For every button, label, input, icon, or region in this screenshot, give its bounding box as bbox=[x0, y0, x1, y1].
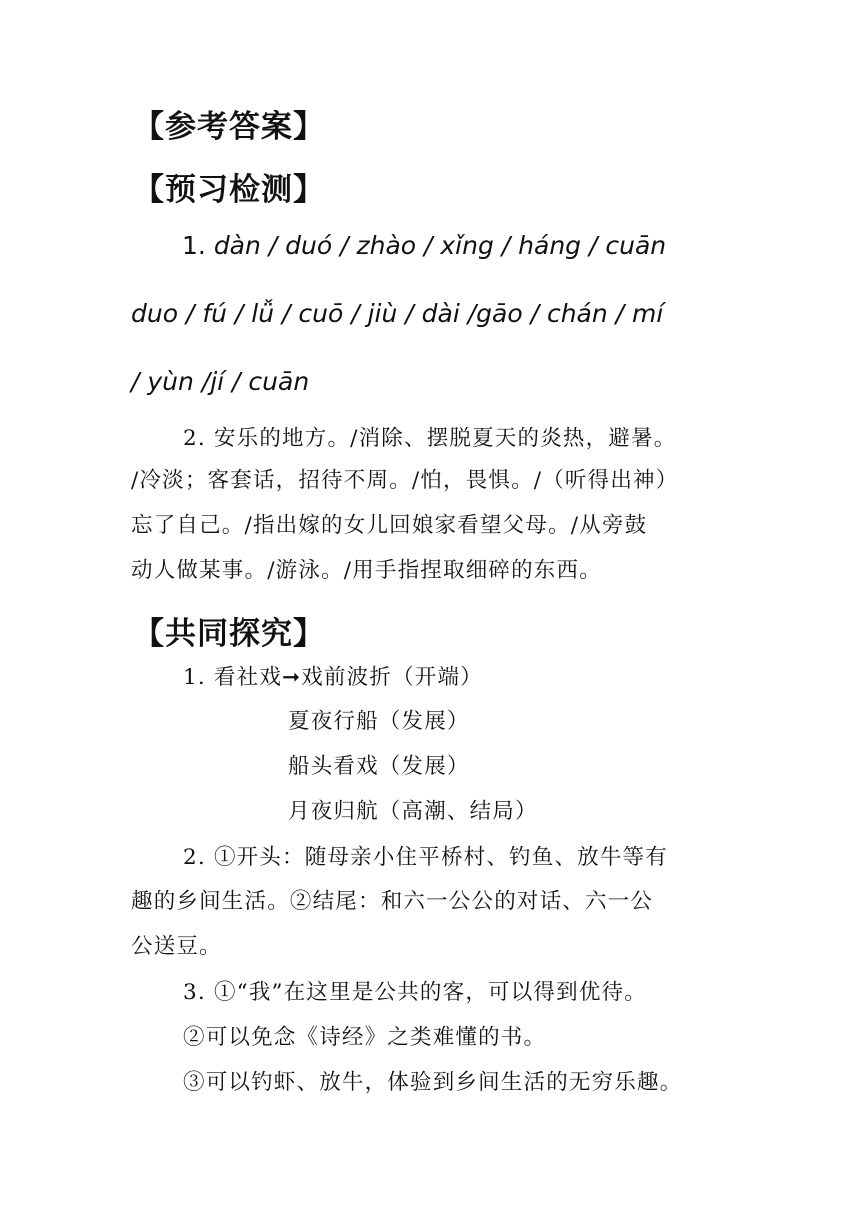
plot-structure-line-2: 夏夜行船（发展） bbox=[288, 709, 470, 734]
plot-structure-line-3: 船头看戏（发展） bbox=[288, 754, 470, 779]
definitions-line-1: 2. 安乐的地方。/消除、摆脱夏天的炎热，避暑。 bbox=[183, 426, 677, 451]
pinyin-line-3: / yùn /jí / cuān bbox=[131, 367, 310, 396]
answer-3-line-1: 3. ①“我”在这里是公共的客，可以得到优待。 bbox=[183, 980, 647, 1005]
answer-3-line-2: ②可以免念《诗经》之类难懂的书。 bbox=[183, 1025, 547, 1050]
answer-3-line-3: ③可以钓虾、放牛，体验到乡间生活的无穷乐趣。 bbox=[183, 1070, 683, 1095]
question-number: 1. bbox=[182, 231, 206, 260]
definitions-line-3: 忘了自己。/指出嫁的女儿回娘家看望父母。/从旁鼓 bbox=[131, 513, 648, 538]
heading-joint-exploration: 【共同探究】 bbox=[133, 616, 325, 652]
pinyin-line-2: duo / fú / lǚ / cuō / jiù / dài /gāo / chán / mí bbox=[131, 299, 664, 328]
heading-reference-answer: 【参考答案】 bbox=[133, 109, 325, 145]
definitions-line-4: 动人做某事。/游泳。/用手指捏取细碎的东西。 bbox=[131, 558, 602, 583]
pinyin-text: dàn / duó / zhào / xǐng / háng / cuān bbox=[213, 231, 667, 260]
pinyin-line-1 bbox=[182, 229, 666, 263]
plot-structure-line-4: 月夜归航（高潮、结局） bbox=[288, 799, 538, 824]
definitions-line-2: /冷淡；客套话，招待不周。/怕，畏惧。/（听得出神） bbox=[131, 468, 679, 493]
answer-2-line-1: 2. ①开头：随母亲小住平桥村、钓鱼、放牛等有 bbox=[183, 845, 668, 870]
plot-structure-line-1: 1. 看社戏➞戏前波折（开端） bbox=[183, 665, 483, 690]
heading-preview-check: 【预习检测】 bbox=[133, 172, 325, 208]
answer-2-line-2: 趣的乡间生活。②结尾：和六一公公的对话、六一公 bbox=[131, 889, 654, 914]
answer-2-line-3: 公送豆。 bbox=[131, 934, 222, 959]
